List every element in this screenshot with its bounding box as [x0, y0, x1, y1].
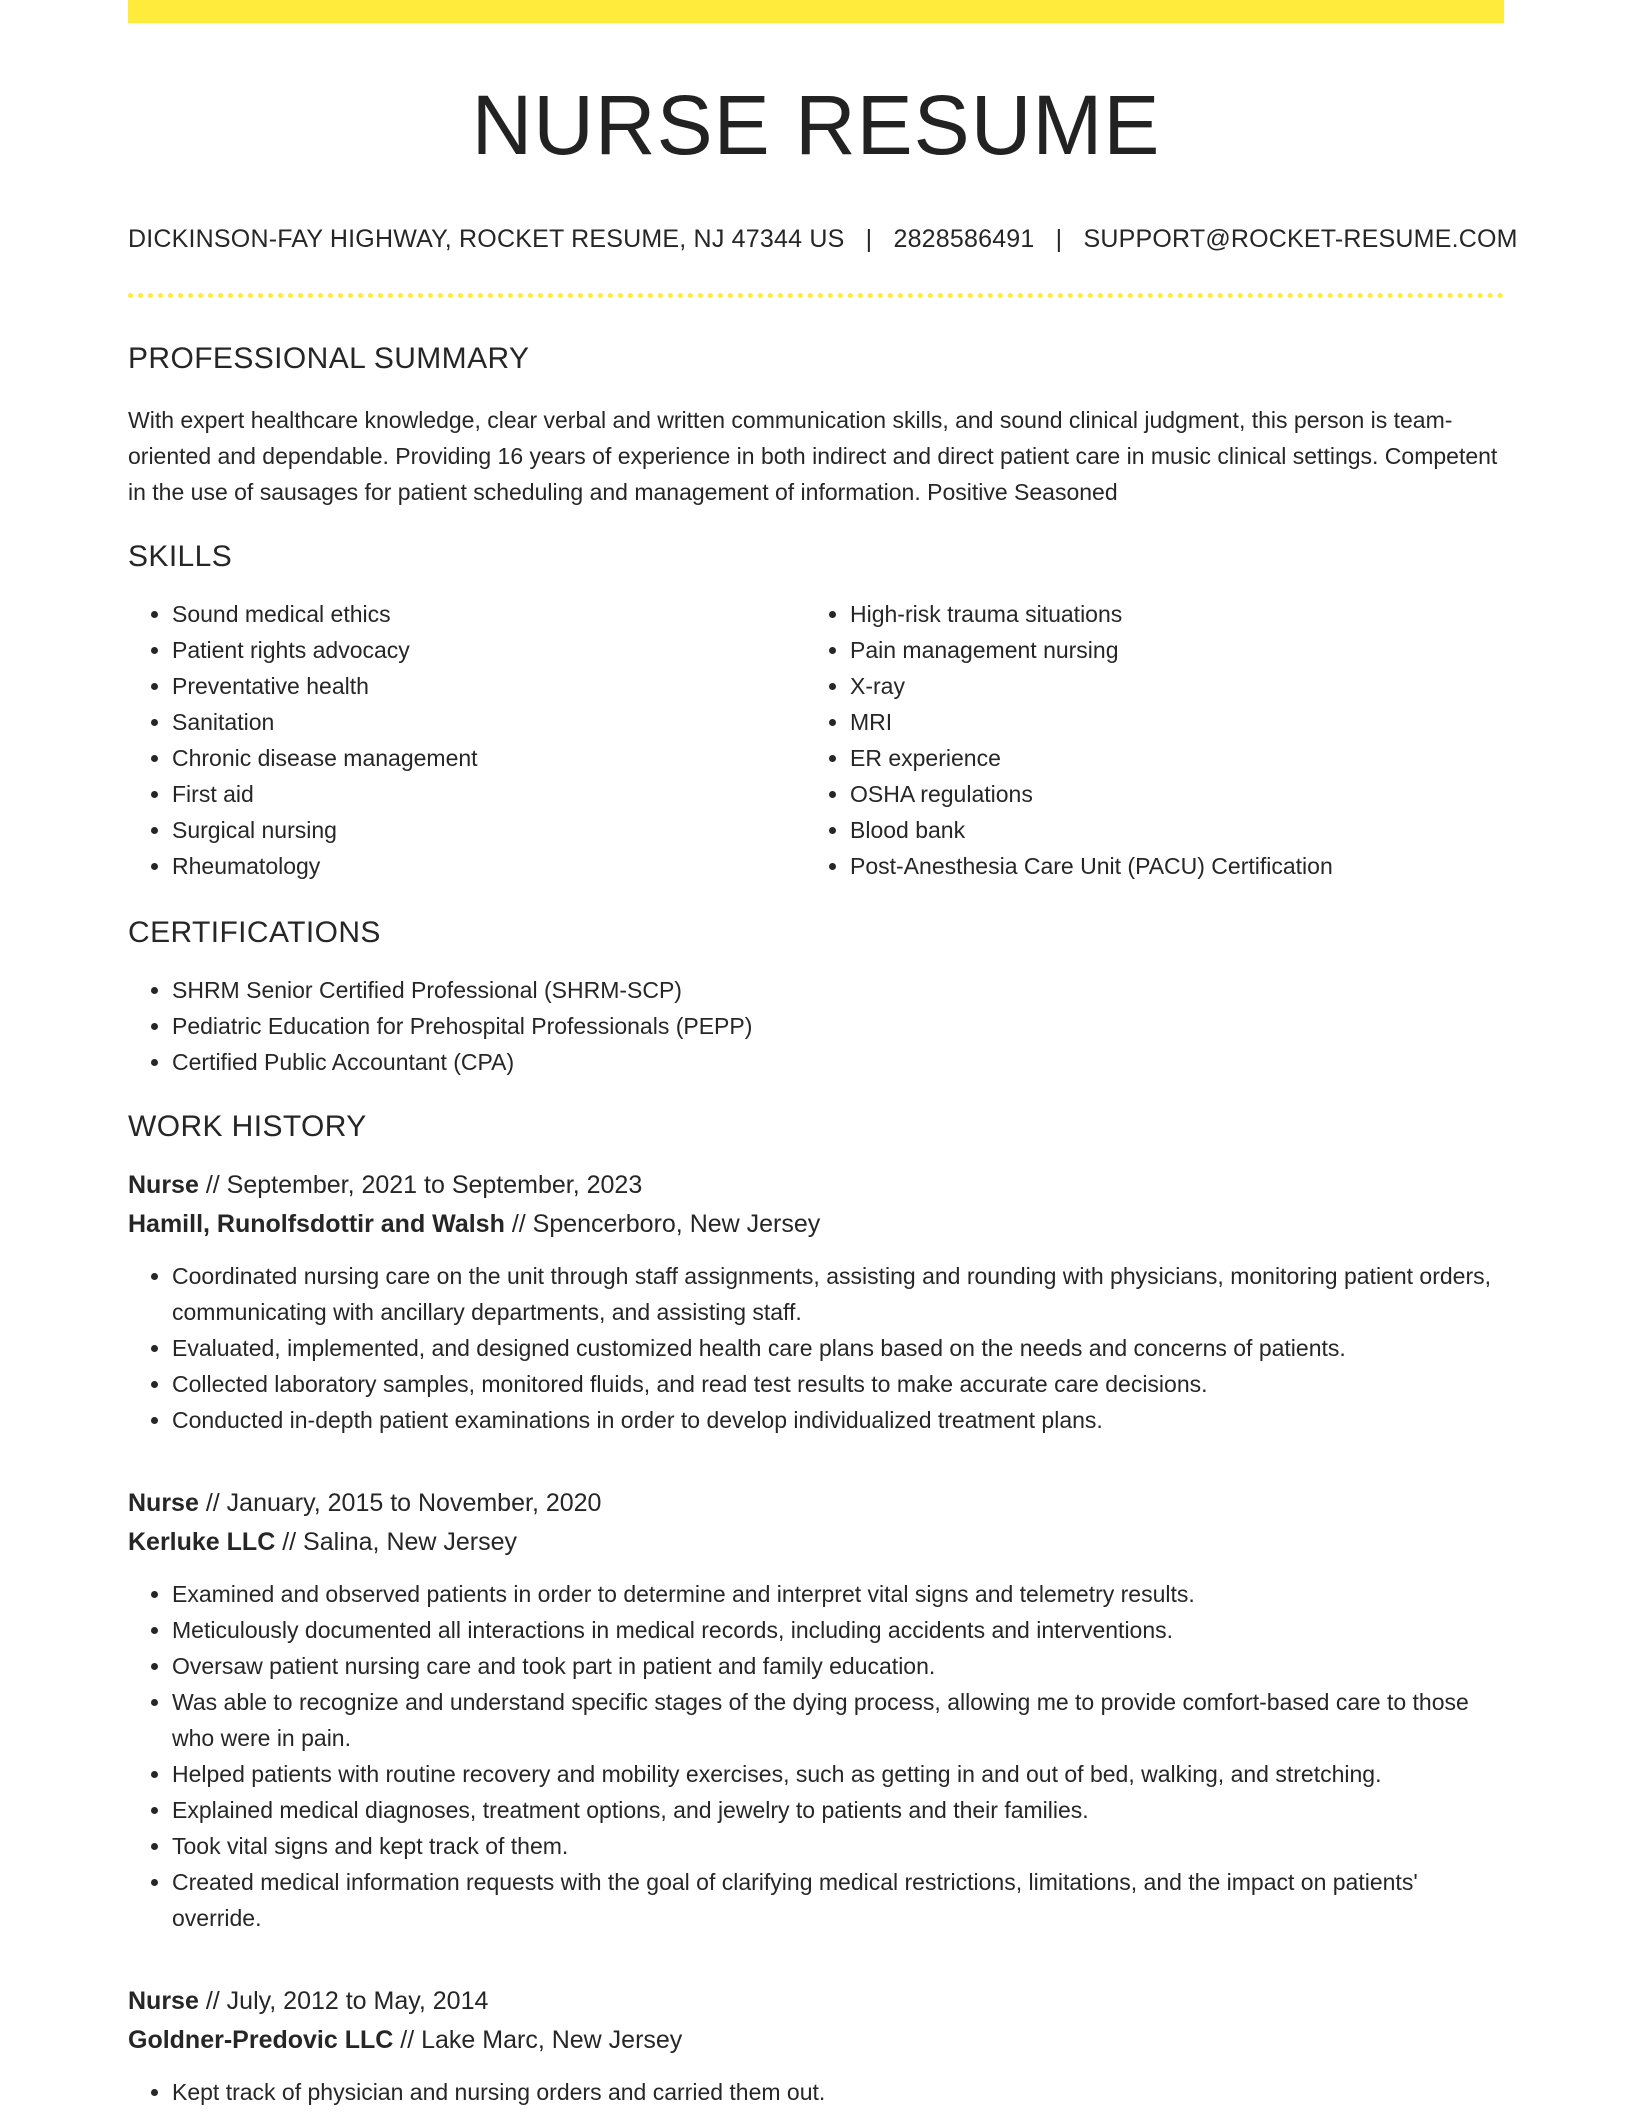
job-entry: [128, 1166, 1504, 1438]
skill-item: • Blood bank: [850, 812, 1484, 848]
certifications-heading: CERTIFICATIONS: [128, 916, 381, 949]
job-bullet: • Meticulously documented all interactions in medical records, including accidents and interventions.: [172, 1612, 1504, 1648]
job-company: Kerluke LLC: [128, 1528, 276, 1556]
job-location: // Salina, New Jersey: [282, 1528, 518, 1556]
dotted-divider: [128, 293, 1504, 298]
resume-title: NURSE RESUME: [471, 78, 1161, 172]
job-company-line: [128, 2021, 1504, 2060]
job-bullet: • Oversaw patient nursing care and took part in patient and family education.: [172, 1648, 1504, 1684]
skills-list-left: [128, 596, 806, 884]
job-entry: [128, 1982, 1504, 2110]
job-dates: // January, 2015 to November, 2020: [205, 1489, 602, 1517]
job-role: Nurse: [128, 1489, 199, 1517]
job-company-line: [128, 1205, 1504, 1244]
summary-text: With expert healthcare knowledge, clear verbal and written communication skills, and sound clinical judgment, this person is team-oriented and dependable. Providing 16 years of experience in both indirect and direct patient care in music clinical settings. Competent in the use of sausages for patient scheduling and management of information. Positive Seasoned: [128, 407, 1498, 505]
skills-columns: [128, 596, 1504, 884]
job-bullet: • Was able to recognize and understand specific stages of the dying process, allowing me to provide comfort-based care to those who were in pain.: [172, 1684, 1504, 1756]
job-location: // Lake Marc, New Jersey: [400, 2026, 683, 2054]
job-role: Nurse: [128, 1171, 199, 1199]
resume-page: [128, 0, 1518, 2110]
skill-item: • X-ray: [850, 668, 1484, 704]
skill-item: • Surgical nursing: [172, 812, 806, 848]
job-bullet: • Kept track of physician and nursing orders and carried them out.: [172, 2074, 1504, 2110]
job-bullet: • Collected laboratory samples, monitored fluids, and read test results to make accurate care decisions.: [172, 1366, 1504, 1402]
skill-item: • Sound medical ethics: [172, 596, 806, 632]
skill-item: • OSHA regulations: [850, 776, 1484, 812]
job-company-line: [128, 1523, 1504, 1562]
contact-email: SUPPORT@ROCKET-RESUME.COM: [1083, 225, 1518, 253]
job-dates: // September, 2021 to September, 2023: [205, 1171, 643, 1199]
skill-item: • Preventative health: [172, 668, 806, 704]
job-bullet: • Conducted in-depth patient examinations in order to develop individualized treatment plans.: [172, 1402, 1504, 1438]
certification-item: • Pediatric Education for Prehospital Professionals (PEPP): [172, 1008, 1504, 1044]
job-location: // Spencerboro, New Jersey: [511, 1210, 821, 1238]
job-bullet: • Coordinated nursing care on the unit through staff assignments, assisting and rounding with physicians, monitoring patient orders, communicating with ancillary departments, and assisting staff.: [172, 1258, 1504, 1330]
job-bullets: [128, 1258, 1504, 1438]
job-company: Hamill, Runolfsdottir and Walsh: [128, 1210, 505, 1238]
job-dates: // July, 2012 to May, 2014: [205, 1987, 489, 2015]
skill-item: • ER experience: [850, 740, 1484, 776]
job-title-line: [128, 1484, 1504, 1523]
job-bullets: [128, 2074, 1504, 2110]
contact-phone: 2828586491: [893, 225, 1035, 253]
job-company: Goldner-Predovic LLC: [128, 2026, 394, 2054]
job-bullet: • Evaluated, implemented, and designed customized health care plans based on the needs and concerns of patients.: [172, 1330, 1504, 1366]
job-bullet: • Helped patients with routine recovery and mobility exercises, such as getting in and out of bed, walking, and stretching.: [172, 1756, 1504, 1792]
skill-item: • Pain management nursing: [850, 632, 1484, 668]
job-bullet: • Took vital signs and kept track of them.: [172, 1828, 1504, 1864]
skill-item: • MRI: [850, 704, 1484, 740]
job-bullet: • Examined and observed patients in order to determine and interpret vital signs and telemetry results.: [172, 1576, 1504, 1612]
job-bullet: • Created medical information requests with the goal of clarifying medical restrictions, limitations, and the impact on patients' override.: [172, 1864, 1504, 1936]
certifications-list: [128, 972, 1504, 1080]
skills-heading: SKILLS: [128, 540, 233, 573]
skills-list-right: [806, 596, 1484, 884]
job-entry: [128, 1484, 1504, 1936]
certification-item: • SHRM Senior Certified Professional (SHRM-SCP): [172, 972, 1504, 1008]
summary-heading: PROFESSIONAL SUMMARY: [128, 342, 530, 375]
skill-item: • First aid: [172, 776, 806, 812]
contact-separator: |: [865, 225, 873, 253]
skill-item: • Patient rights advocacy: [172, 632, 806, 668]
contact-separator: |: [1055, 225, 1063, 253]
accent-top-bar: [128, 0, 1504, 23]
contact-address: DICKINSON-FAY HIGHWAY, ROCKET RESUME, NJ 47344 US: [128, 225, 845, 253]
job-title-line: [128, 1982, 1504, 2021]
job-bullets: [128, 1576, 1504, 1936]
job-title-line: [128, 1166, 1504, 1205]
work-history-heading: WORK HISTORY: [128, 1110, 367, 1143]
certification-item: • Certified Public Accountant (CPA): [172, 1044, 1504, 1080]
skill-item: • High-risk trauma situations: [850, 596, 1484, 632]
skill-item: • Sanitation: [172, 704, 806, 740]
skill-item: • Post-Anesthesia Care Unit (PACU) Certification: [850, 848, 1484, 884]
job-role: Nurse: [128, 1987, 199, 2015]
contact-line: [128, 225, 1518, 254]
skill-item: • Chronic disease management: [172, 740, 806, 776]
job-bullet: • Explained medical diagnoses, treatment options, and jewelry to patients and their families.: [172, 1792, 1504, 1828]
skill-item: • Rheumatology: [172, 848, 806, 884]
